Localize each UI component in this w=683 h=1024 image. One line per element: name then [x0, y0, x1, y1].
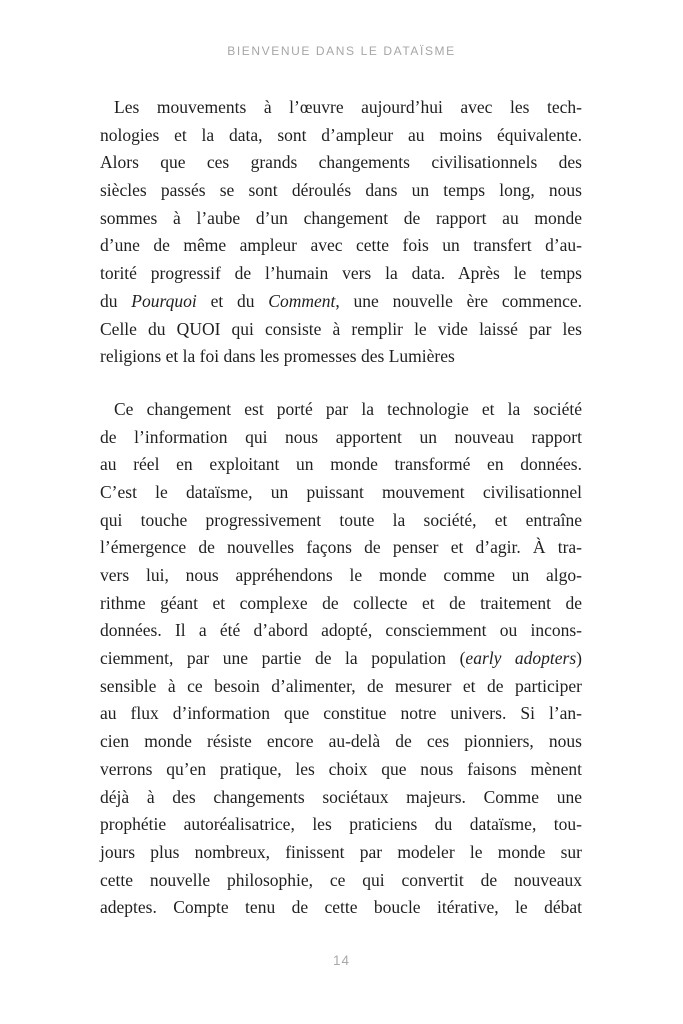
text-segment: d’une de même ampleur avec cette fois un transfert d’au- [100, 235, 582, 256]
text-line [100, 177, 582, 205]
text-segment: qui touche progressivement toute la société, et entraîne [100, 509, 582, 530]
text-segment: cien monde résiste encore au-delà de ces pionniers, nous [100, 731, 582, 752]
text-segment: ciemment, par une partie de la population ( [100, 648, 466, 669]
text-line [100, 811, 582, 839]
text-segment: sommes à l’aube d’un changement de rapport au monde [100, 207, 582, 228]
text-segment: cette nouvelle philosophie, ce qui convertit de nouveaux [100, 869, 582, 890]
text-segment: verrons qu’en pratique, les choix que nous faisons mènent [100, 758, 582, 779]
text-segment: rithme géant et complexe de collecte et de traitement de [100, 592, 582, 613]
text-segment: au réel en exploitant un monde transformé en données. [100, 454, 582, 475]
text-line [100, 617, 582, 645]
text-line [100, 94, 582, 122]
body-text [100, 94, 582, 922]
text-segment: Les mouvements à l’œuvre aujourd’hui avec les tech- [114, 97, 582, 117]
text-segment: du [100, 290, 132, 311]
text-segment: et du [196, 290, 269, 311]
text-segment: prophétie autoréalisatrice, les praticiens du dataïsme, tou- [100, 814, 582, 835]
text-line [100, 479, 582, 507]
text-line [100, 839, 582, 867]
text-line [100, 316, 582, 344]
text-line [100, 728, 582, 756]
text-line [100, 122, 582, 150]
text-segment: au flux d’information que constitue notre univers. Si l’an- [100, 703, 582, 724]
text-segment: torité progressif de l’humain vers la data. Après le temps [100, 263, 582, 284]
text-line [100, 590, 582, 618]
paragraph [100, 94, 582, 371]
text-segment: de l’information qui nous apportent un nouveau rapport [100, 426, 582, 447]
text-line [100, 507, 582, 535]
text-line [100, 343, 582, 371]
italic-text: Pourquoi [131, 290, 197, 311]
text-line [100, 205, 582, 233]
text-line [100, 894, 582, 922]
italic-text: Comment [268, 290, 336, 311]
text-line [100, 867, 582, 895]
text-segment: données. Il a été d’abord adopté, consciemment ou incons- [100, 620, 582, 641]
text-segment: nologies et la data, sont d’ampleur au moins équivalente. [100, 124, 582, 145]
text-line [100, 534, 582, 562]
text-line [100, 756, 582, 784]
text-line [100, 451, 582, 479]
text-segment: Ce changement est porté par la technologie et la société [114, 398, 582, 419]
text-segment: l’émergence de nouvelles façons de penser et d’agir. À tra- [100, 537, 582, 558]
text-line [100, 424, 582, 452]
paragraph [100, 396, 582, 922]
text-segment: adeptes. Compte tenu de cette boucle itérative, le débat [100, 897, 582, 918]
text-segment: , une nouvelle ère commence. [335, 290, 582, 311]
italic-text: early adopters [465, 648, 577, 669]
text-segment: ) [576, 648, 582, 669]
text-line [100, 673, 582, 701]
text-line [100, 562, 582, 590]
text-line [100, 288, 582, 316]
text-segment: sensible à ce besoin d’alimenter, de mesurer et de participer [100, 675, 582, 696]
text-segment: Celle du QUOI qui consiste à remplir le vide laissé par les [100, 318, 582, 339]
text-segment: C’est le dataïsme, un puissant mouvement civilisationnel [100, 481, 582, 502]
text-segment: jours plus nombreux, finissent par modeler le monde sur [100, 841, 582, 862]
text-line [100, 232, 582, 260]
text-line [100, 149, 582, 177]
text-segment: siècles passés se sont déroulés dans un temps long, nous [100, 180, 582, 201]
text-line [100, 260, 582, 288]
running-head: BIENVENUE DANS LE DATAÏSME [227, 44, 456, 58]
text-segment: vers lui, nous appréhendons le monde comme un algo- [100, 565, 582, 585]
page-number: 14 [332, 953, 351, 968]
text-segment: Alors que ces grands changements civilisationnels des [100, 152, 582, 173]
text-line [100, 784, 582, 812]
text-line [100, 700, 582, 728]
text-line [100, 645, 582, 673]
text-segment: religions et la foi dans les promesses des Lumières [100, 346, 455, 367]
text-line [100, 396, 582, 424]
text-segment: déjà à des changements sociétaux majeurs. Comme une [100, 786, 582, 807]
